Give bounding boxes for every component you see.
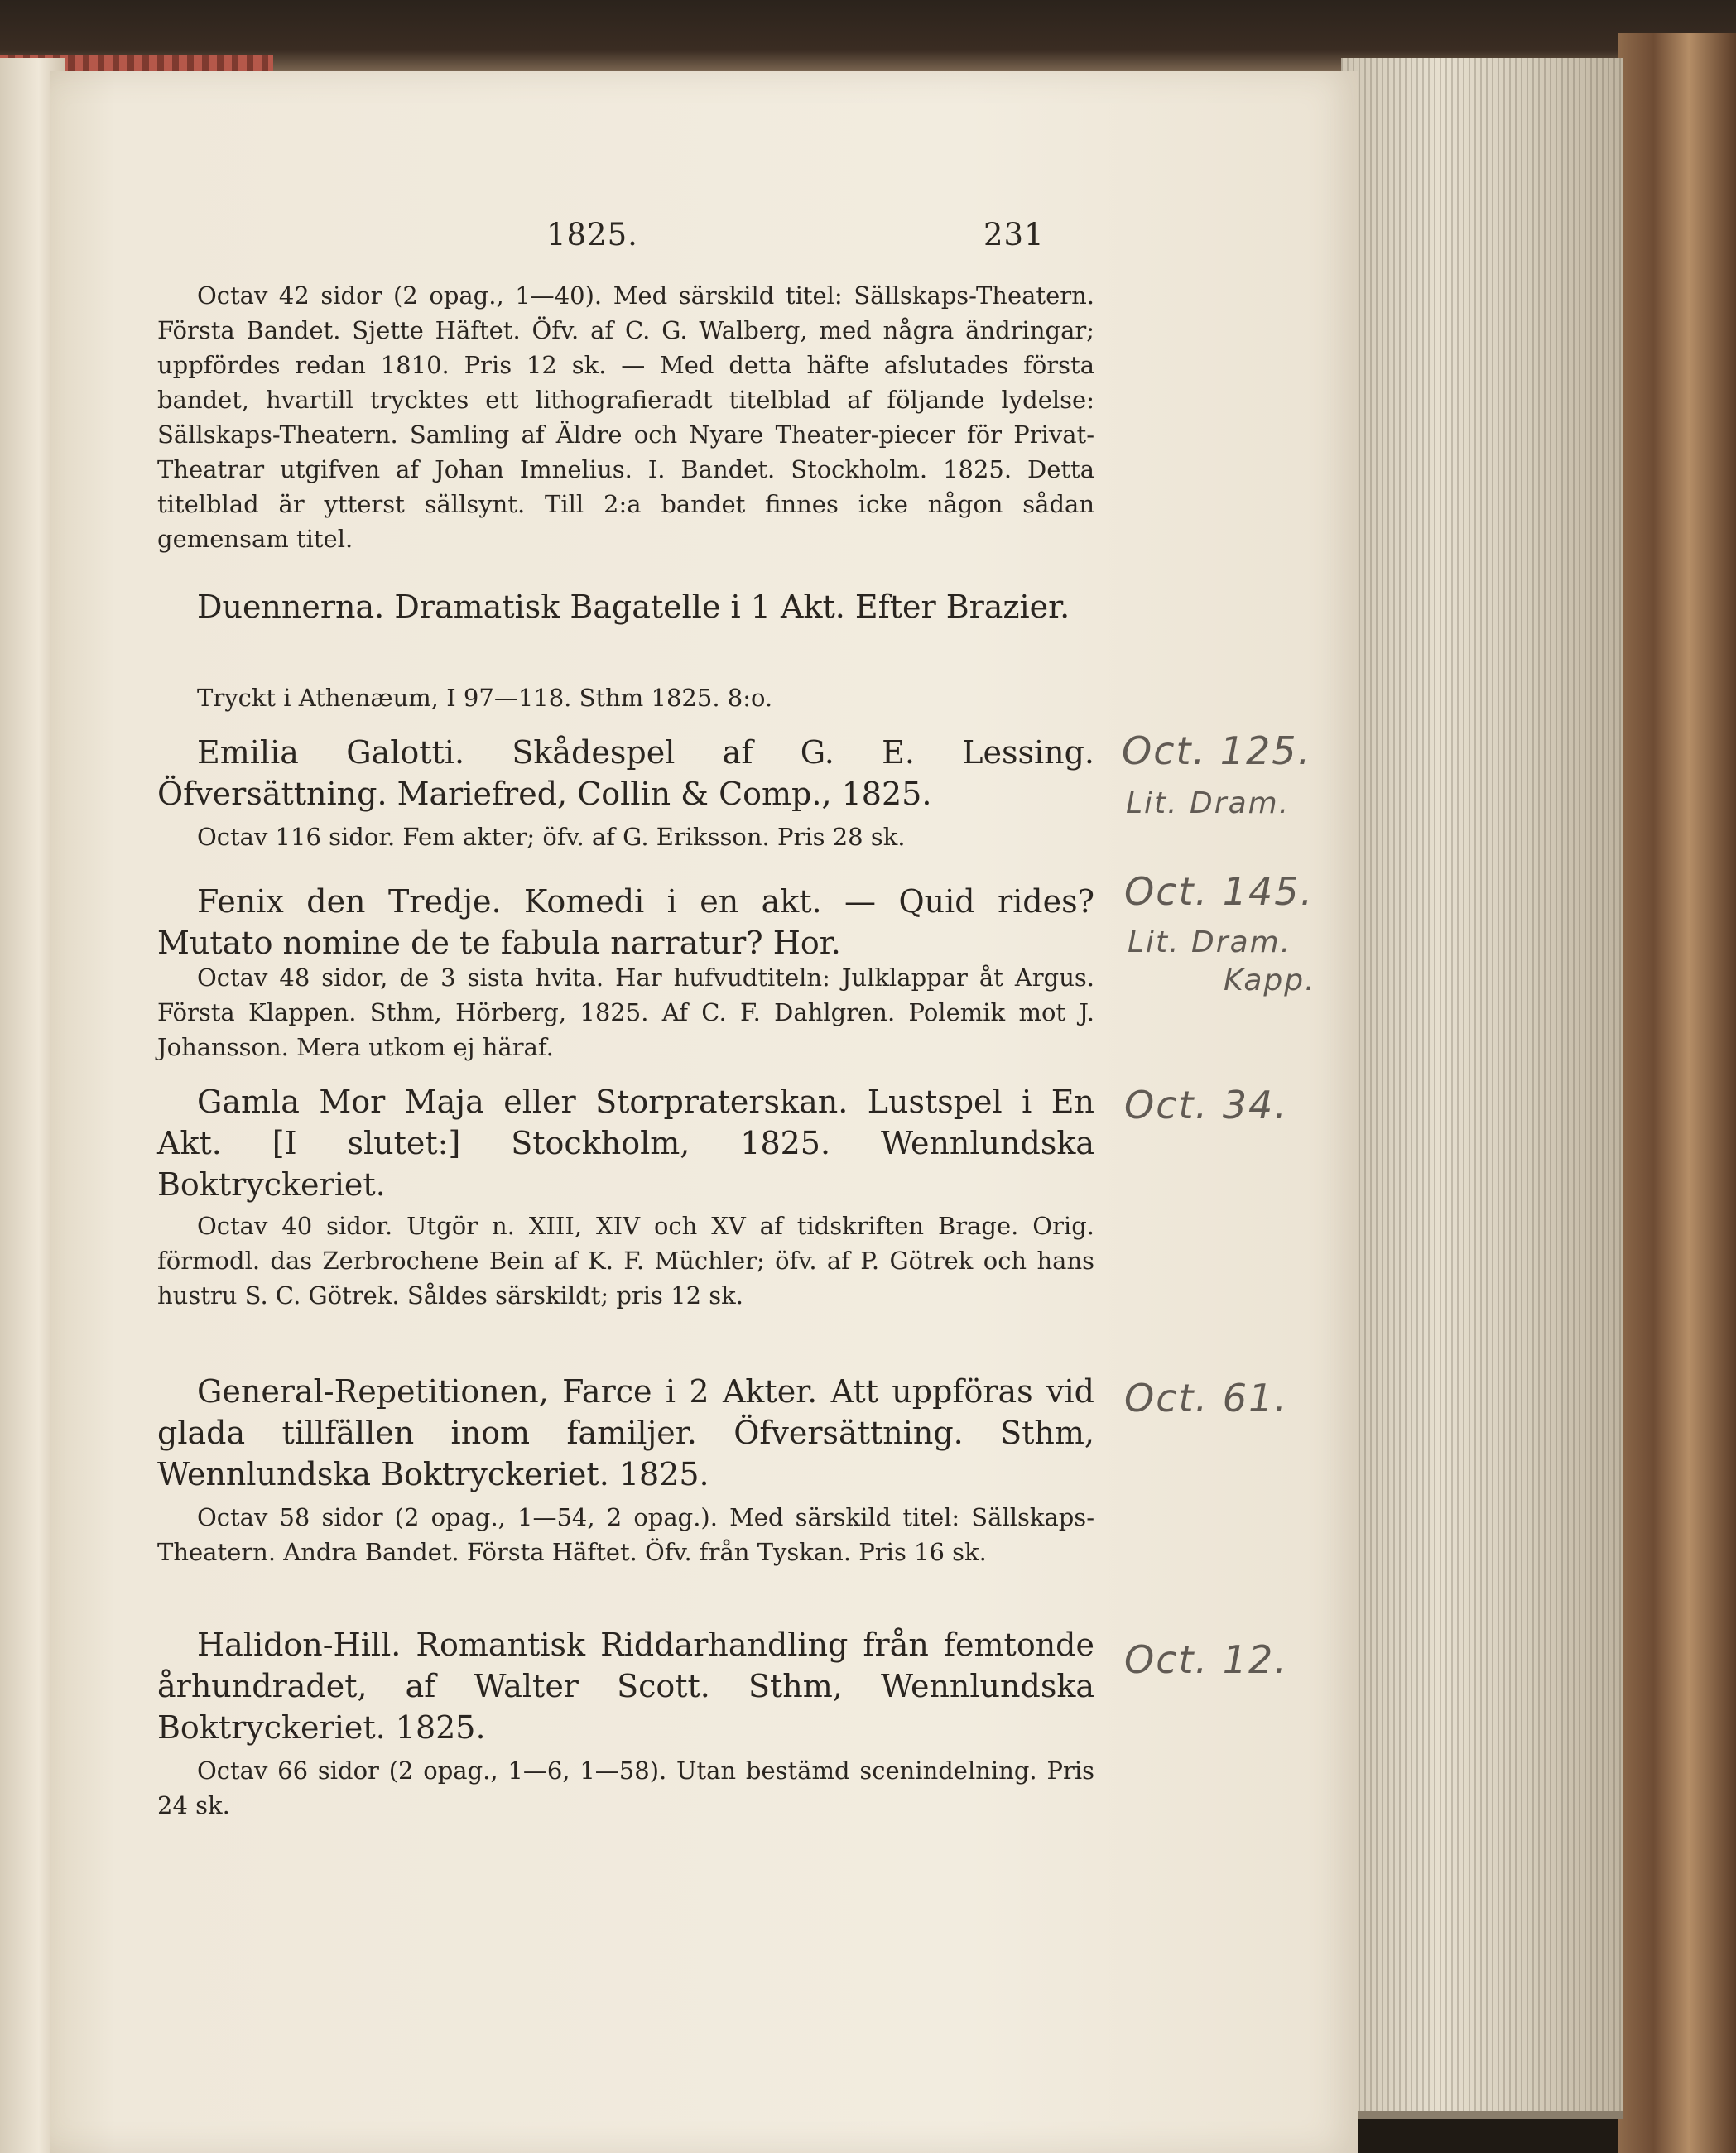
page-number: 231 (983, 217, 1045, 252)
margin-note: Oct. 145. (1124, 869, 1315, 914)
entry-note: Tryckt i Athenæum, I 97—118. Sthm 1825. 8:o. (197, 684, 773, 712)
entry-title: Halidon-Hill. Romantisk Riddarhandling från femtonde århundradet, af Walter Scott. Sthm, Wennlundska Boktryckeriet. 1825. (157, 1627, 1094, 1746)
entry-note: Octav 66 sidor (2 opag., 1—6, 1—58). Utan bestämd scenindelning. Pris 24 sk. (157, 1757, 1094, 1819)
entry-note: Octav 40 sidor. Utgör n. XIII, XIV och XV af tidskriften Brage. Orig. förmodl. das Zerbrochene Bein af K. F. Müchler; öfv. af P. Götrek och hans hustru S. C. Götrek. Såldes särskildt; pris 12 sk. (157, 1212, 1094, 1310)
book-cover-edge (1618, 33, 1736, 2153)
running-head-year: 1825. (546, 217, 638, 252)
entry-note: Octav 58 sidor (2 opag., 1—54, 2 opag.). Med särskild titel: Sällskaps-Theatern. Andra Bandet. Första Häftet. Öfv. från Tyskan. Pris 16 sk. (157, 1503, 1094, 1566)
page-fore-edge (1341, 58, 1623, 2119)
margin-note: Oct. 12. (1124, 1637, 1288, 1682)
entry-title: Gamla Mor Maja eller Storpraterskan. Lustspel i En Akt. [I slutet:] Stockholm, 1825. Wennlundska Boktryckeriet. (157, 1084, 1094, 1203)
margin-note: Oct. 61. (1124, 1376, 1288, 1420)
entry-title: General-Repetitionen, Farce i 2 Akter. Att uppföras vid glada tillfällen inom familjer. Öfversättning. Sthm, Wennlundska Boktryckeriet. 1825. (157, 1373, 1094, 1492)
margin-note: Lit. Dram. (1126, 786, 1291, 820)
entry-title: Fenix den Tredje. Komedi i en akt. — Quid rides? Mutato nomine de te fabula narratur? Hor. (157, 883, 1094, 961)
entry-note: Octav 48 sidor, de 3 sista hvita. Har hufvudtiteln: Julklappar åt Argus. Första Klappen. Sthm, Hörberg, 1825. Af C. F. Dahlgren. Polemik mot J. Johansson. Mera utkom ej häraf. (157, 964, 1094, 1061)
entry-note: Octav 116 sidor. Fem akter; öfv. af G. Eriksson. Pris 28 sk. (197, 823, 906, 851)
margin-note: Oct. 34. (1124, 1083, 1288, 1127)
entry-title: Emilia Galotti. Skådespel af G. E. Lessing. Öfversättning. Mariefred, Collin & Comp., 1825. (157, 734, 1094, 812)
margin-note: Kapp. (1224, 964, 1316, 997)
margin-note: Lit. Dram. (1128, 925, 1292, 959)
margin-note: Oct. 125. (1122, 728, 1312, 773)
entry-title: Duennerna. Dramatisk Bagatelle i 1 Akt. Efter Brazier. (197, 589, 1070, 625)
entry-note: Octav 42 sidor (2 opag., 1—40). Med särskild titel: Sällskaps-Theatern. Första Bandet. Sjette Häftet. Öfv. af C. G. Walberg, med några ändringar; uppfördes redan 1810. Pris 12 sk. — Med detta häfte afslutades första bandet, hvartill trycktes ett lithografieradt titelblad af följande lydelse: Sällskaps-Theatern. Samling af Äldre och Nyare Theater-piecer för Privat-Theatrar utgifven af Johan Imnelius. I. Bandet. Stockholm. 1825. Detta titelblad är ytterst sällsynt. Till 2:a bandet finnes icke någon sådan gemensam titel. (157, 281, 1094, 553)
